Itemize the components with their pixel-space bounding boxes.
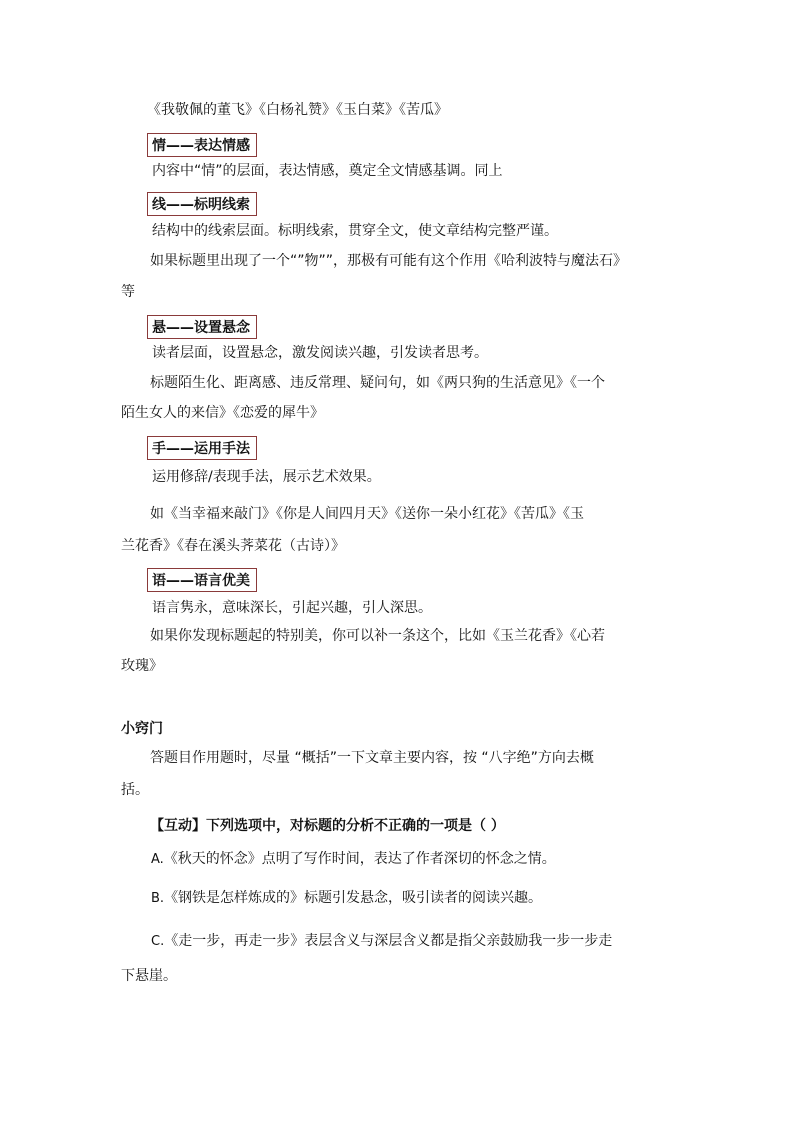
option-c-text: 《走一步，再走一步》表层含义与深层含义都是指父亲鼓励我一步一步走 xyxy=(164,933,613,949)
tip-title: 小窍门 xyxy=(121,721,163,737)
tip-text-line1: 答题目作用题时，尽量 “概括”一下文章主要内容，按 “八字绝”方向去概 xyxy=(150,750,594,766)
emotion-description: 内容中“情”的层面，表达情感，奠定全文情感基调。同上 xyxy=(152,163,503,179)
technique-examples-line2: 兰花香》《春在溪头荠菜花（古诗）》 xyxy=(121,538,345,554)
clue-note-line2: 等 xyxy=(121,284,135,300)
heading-emotion: 情——表达情感 xyxy=(147,133,257,157)
option-a[interactable] xyxy=(151,849,556,870)
option-c-line2: 下悬崖。 xyxy=(121,968,177,984)
option-a-letter: A. xyxy=(151,852,164,867)
heading-technique: 手——运用手法 xyxy=(147,436,257,460)
option-b-text: 《钢铁是怎样炼成的》标题引发悬念，吸引读者的阅读兴趣。 xyxy=(164,890,543,906)
heading-suspense: 悬——设置悬念 xyxy=(147,315,257,339)
interactive-question: 【互动】下列选项中，对标题的分析不正确的一项是（ ） xyxy=(150,818,505,834)
clue-description: 结构中的线索层面。标明线索，贯穿全文，使文章结构完整严谨。 xyxy=(152,223,558,239)
suspense-note-line2: 陌生女人的来信》《恋爱的犀牛》 xyxy=(121,405,324,421)
heading-clue: 线——标明线索 xyxy=(147,192,257,216)
heading-language: 语——语言优美 xyxy=(147,568,257,592)
suspense-note-line1: 标题陌生化、距离感、违反常理、疑问句，如《两只狗的生活意见》《一个 xyxy=(150,375,605,391)
language-description: 语言隽永，意味深长，引起兴趣，引人深思。 xyxy=(152,600,432,616)
option-b[interactable] xyxy=(151,888,542,909)
suspense-description: 读者层面，设置悬念，激发阅读兴趣，引发读者思考。 xyxy=(152,345,488,361)
clue-note-line1: 如果标题里出现了一个“”物””，那极有可能有这个作用《哈利波特与魔法石》 xyxy=(150,253,628,269)
language-note-line1: 如果你发现标题起的特别美，你可以补一条这个，比如《玉兰花香》《心若 xyxy=(150,628,605,644)
option-c-letter: C. xyxy=(151,934,165,949)
option-b-letter: B. xyxy=(151,891,165,906)
example-titles-line: 《我敬佩的董飞》《白杨礼赞》《玉白菜》《苦瓜》 xyxy=(147,102,448,118)
option-c-line1[interactable] xyxy=(151,931,612,952)
technique-description: 运用修辞/表现手法，展示艺术效果。 xyxy=(152,469,381,485)
option-a-text: 《秋天的怀念》点明了写作时间，表达了作者深切的怀念之情。 xyxy=(163,851,556,867)
technique-examples-line1: 如《当幸福来敲门》《你是人间四月天》《送你一朵小红花》《苦瓜》《玉 xyxy=(150,506,584,522)
language-note-line2: 玫瑰》 xyxy=(121,658,163,674)
tip-text-line2: 括。 xyxy=(121,782,149,798)
